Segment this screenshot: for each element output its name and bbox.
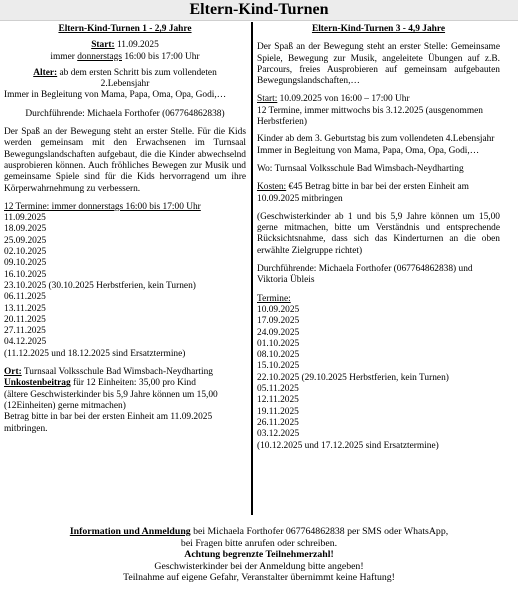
info-label: Information und Anmeldung (69, 526, 191, 537)
right-column-heading: Eltern-Kind-Turnen 3 - 4,9 Jahre (311, 24, 446, 34)
right-start-info: 12 Termine, immer mittwochs bis 3.12.2025 (ausgenommen Herbstferien) (257, 105, 483, 128)
right-cost: Kosten: €45 Betrag bitte in bar bei der ersten Einheit am 10.09.2025 mitbringen (257, 182, 469, 204)
footer-line5: Teilnahme auf eigene Gefahr, Veranstalter übernimmt keine Haftung! (123, 572, 395, 584)
footer-line4: Geschwisterkinder bei der Anmeldung bitte angeben! (154, 560, 364, 572)
left-dates-list (4, 213, 246, 360)
left-column (4, 24, 246, 435)
right-column (257, 24, 500, 452)
right-date-item: 26.11.2025 (257, 417, 299, 428)
right-date-item: 12.11.2025 (257, 395, 299, 406)
left-date-item: 27.11.2025 (4, 326, 46, 337)
left-date-item: 04.12.2025 (4, 337, 47, 348)
left-dates-heading: 12 Termine: immer donnerstags 16:00 bis 17:00 Uhr (4, 201, 201, 212)
left-cost: Unkostenbeitrag für 12 Einheiten: 35,00 pro Kind (4, 378, 196, 389)
left-date-item: 02.10.2025 (4, 247, 47, 258)
start-date: 11.09.2025 (114, 40, 159, 51)
age-label: Alter: (33, 67, 58, 78)
footer-line2: bei Fragen bitte anrufen oder schreiben. (180, 537, 338, 549)
left-date-item: (11.12.2025 und 18.12.2025 sind Ersatztermine) (4, 348, 186, 359)
left-start-time: immer donnerstags 16:00 bis 17:00 Uhr (50, 51, 200, 62)
right-trainers: Durchführende: Michaela Forthofer (067764862838) und Viktoria Übleis (257, 264, 473, 286)
left-date-item: 16.10.2025 (4, 269, 47, 280)
right-dates-list (257, 305, 500, 452)
column-divider (251, 22, 253, 515)
start-label: Start: (91, 40, 115, 51)
footer-info (0, 526, 518, 584)
right-dates-heading: Termine: (257, 293, 291, 304)
page-title: Eltern-Kind-Turnen (0, 0, 518, 21)
left-date-item: 20.11.2025 (4, 314, 46, 325)
right-date-item: 17.09.2025 (257, 316, 300, 327)
left-description: Der Spaß an der Bewegung steht an erster Stelle. Für die Kids werden gemeinsam mit den Erwachsenen im Turnsaal Bewegungslandschaften aufgebaut, die die Kinder abwechselnd ausprobieren können. Auch fröhliches Bewegen zur Musik und gemeinsame Spiele sind für die Kids hervorragend um ihre Körperwahrnehmung zu verbessern. (4, 127, 246, 194)
right-sibling-note: (Geschwisterkinder ab 1 und bis 5,9 Jahre können um 15,00 gerne mitmachen, bitte um Verständnis und entsprechende Rücksichtsnahme, dass sich das Kinderturnen an die oben erwählte Zielgruppe richtet) (257, 211, 500, 256)
left-company: Immer in Begleitung von Mama, Papa, Oma, Opa, Godi,… (4, 90, 227, 101)
footer-line1: Information und Anmeldung bei Michaela Forthofer 067764862838 per SMS oder WhatsApp, (69, 526, 449, 537)
left-start (4, 40, 246, 51)
right-description: Der Spaß an der Bewegung steht an erster Stelle: Gemeinsame Spiele, Bewegung zur Musik, angeleitete Übungen auf z.B. Parcours, freies Ausprobieren auf gemeinsam aufgebauten Bewegungslandschaften,… (257, 42, 500, 87)
left-date-item: 25.09.2025 (4, 235, 47, 246)
left-date-item: 18.09.2025 (4, 224, 47, 235)
left-payment: Betrag bitte in bar bei der ersten Einheit am 11.09.2025 mitbringen. (4, 412, 213, 434)
right-place: Wo: Turnsaal Volksschule Bad Wimsbach-Neydharting (257, 163, 464, 174)
left-date-item: 23.10.2025 (30.10.2025 Herbstferien, kein Turnen) (4, 280, 196, 291)
right-date-item: 22.10.2025 (29.10.2025 Herbstferien, kein Turnen) (257, 372, 449, 383)
left-date-item: 06.11.2025 (4, 292, 46, 303)
footer-line3: Achtung begrenzte Teilnehmerzahl! (184, 549, 334, 561)
right-date-item: 01.10.2025 (257, 338, 300, 349)
left-date-item: 11.09.2025 (4, 213, 46, 224)
right-date-item: 10.09.2025 (257, 304, 300, 315)
right-company: Immer in Begleitung von Mama, Papa, Oma, Opa, Godi,… (257, 145, 480, 156)
right-date-item: 19.11.2025 (257, 406, 299, 417)
left-column-heading: Eltern-Kind-Turnen 1 - 2,9 Jahre (58, 24, 192, 34)
left-age: Alter: ab dem ersten Schritt bis zum vollendeten (33, 67, 217, 78)
right-date-item: 24.09.2025 (257, 327, 300, 338)
left-date-item: 09.10.2025 (4, 258, 47, 269)
right-date-item: 03.12.2025 (257, 429, 300, 440)
left-place: Ort: Turnsaal Volksschule Bad Wimsbach-Neydharting (4, 367, 213, 378)
left-date-item: 13.11.2025 (4, 303, 46, 314)
left-age-line2: 2.Lebensjahr (100, 79, 150, 90)
left-sibling-note: (ältere Geschwisterkinder bis 5,9 Jahre können um 15,00 (12Einheiten) gerne mitmachen) (4, 389, 218, 411)
right-date-item: (10.12.2025 und 17.12.2025 sind Ersatztermine) (257, 440, 439, 451)
right-date-item: 15.10.2025 (257, 361, 300, 372)
right-start: Start: 10.09.2025 von 16:00 – 17:00 Uhr (257, 94, 410, 105)
right-date-item: 08.10.2025 (257, 350, 300, 361)
right-date-item: 05.11.2025 (257, 384, 299, 395)
left-trainer: Durchführende: Michaela Forthofer (067764862838) (25, 108, 225, 119)
right-age: Kinder ab dem 3. Geburtstag bis zum vollendeten 4.Lebensjahr (257, 134, 495, 145)
